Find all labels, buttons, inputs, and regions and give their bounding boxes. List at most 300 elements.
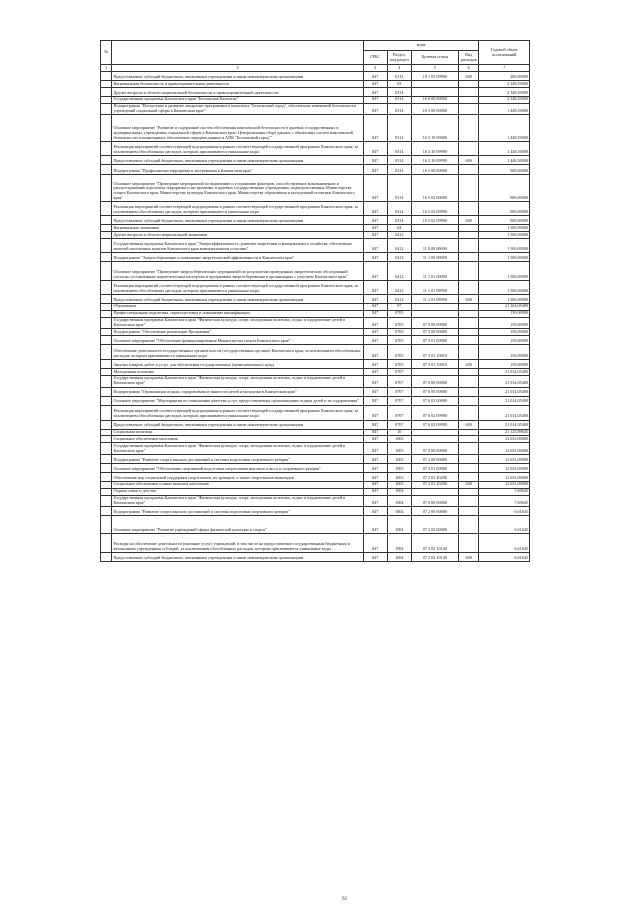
rzpr-cell: 1003 xyxy=(387,463,411,472)
csr-cell xyxy=(411,303,458,310)
sum-cell: 6,61645 xyxy=(479,534,530,553)
rzpr-cell: 0705 xyxy=(387,310,411,317)
grbs-cell: 847 xyxy=(363,175,387,202)
sum-cell: 7,69645 xyxy=(479,495,530,507)
vr-cell xyxy=(458,280,479,294)
sum-cell: 12 633,00000 xyxy=(479,454,530,463)
csr-cell: 07 0 00 00000 xyxy=(411,495,458,507)
table-row xyxy=(101,232,530,239)
csr-cell: 07 3 01 10010 xyxy=(411,345,458,360)
grbs-cell: 847 xyxy=(363,472,387,481)
table-row xyxy=(101,534,530,553)
num-cell xyxy=(101,396,112,405)
num-cell xyxy=(101,495,112,507)
num-cell xyxy=(101,165,112,175)
csr-cell: 16 3 10 09990 xyxy=(411,156,458,165)
vr-cell xyxy=(458,387,479,396)
table-row xyxy=(101,420,530,429)
csr-cell: 07 2 00 00000 xyxy=(411,454,458,463)
rzpr-cell: 0412 xyxy=(387,294,411,303)
grbs-cell: 847 xyxy=(363,280,387,294)
name-cell: Подпрограмма "Энергосбережение и повышение энергетической эффективности в Камчатском крае" xyxy=(112,252,363,261)
grbs-cell: 847 xyxy=(363,72,387,81)
rzpr-cell: 1003 xyxy=(387,481,411,488)
page-number: 92 xyxy=(342,897,347,902)
sum-cell: 6,61645 xyxy=(479,516,530,534)
rzpr-cell: 1004 xyxy=(387,488,411,495)
vr-cell: 600 xyxy=(458,553,479,562)
name-cell: Социальное обеспечение и иные выплаты населению xyxy=(112,481,363,488)
sum-cell: 21 014,05400 xyxy=(479,396,530,405)
vr-cell xyxy=(458,472,479,481)
table-row xyxy=(101,507,530,516)
budget-table xyxy=(100,40,530,562)
num-cell xyxy=(101,463,112,472)
grbs-cell: 847 xyxy=(363,429,387,436)
sum-cell: 21 014,05400 xyxy=(479,369,530,376)
grbs-cell: 847 xyxy=(363,261,387,280)
header-name xyxy=(112,41,363,65)
csr-cell: 07 3 01 00000 xyxy=(411,336,458,345)
csr-cell: 07 0 00 00000 xyxy=(411,443,458,455)
grbs-cell: 847 xyxy=(363,534,387,553)
grbs-cell: 847 xyxy=(363,81,387,88)
csr-cell: 19 1 03 09990 xyxy=(411,72,458,81)
vr-cell xyxy=(458,238,479,252)
grbs-cell: 847 xyxy=(363,336,387,345)
table-row xyxy=(101,238,530,252)
csr-cell: 16 5 00 00000 xyxy=(411,165,458,175)
num-cell xyxy=(101,454,112,463)
grbs-cell: 847 xyxy=(363,405,387,420)
rzpr-cell: 0113 xyxy=(387,72,411,81)
table-row xyxy=(101,202,530,216)
rzpr-cell: 0705 xyxy=(387,360,411,369)
table-row xyxy=(101,488,530,495)
csr-cell: 16 0 00 00000 xyxy=(411,96,458,103)
grbs-cell: 847 xyxy=(363,216,387,225)
csr-cell xyxy=(411,369,458,376)
csr-cell: 07 6 02 09990 xyxy=(411,405,458,420)
rzpr-cell: 0707 xyxy=(387,420,411,429)
num-cell xyxy=(101,345,112,360)
vr-cell: 600 xyxy=(458,216,479,225)
sum-cell: 12 633,00000 xyxy=(479,443,530,455)
table-row xyxy=(101,336,530,345)
sum-cell: 150,00000 xyxy=(479,310,530,317)
num-cell xyxy=(101,252,112,261)
rzpr-cell: 0412 xyxy=(387,261,411,280)
rzpr-cell: 1003 xyxy=(387,443,411,455)
csr-cell: 07 2 01 20290 xyxy=(411,481,458,488)
num-cell xyxy=(101,481,112,488)
grbs-cell: 847 xyxy=(363,238,387,252)
index-cell: 5 xyxy=(411,65,458,72)
vr-cell xyxy=(458,175,479,202)
num-cell xyxy=(101,280,112,294)
name-cell: Предоставление субсидий бюджетным, автономным учреждениям и иным некоммерческим организациям xyxy=(112,216,363,225)
name-cell: Другие вопросы в области национальной экономики xyxy=(112,232,363,239)
sum-cell: 21 014,05400 xyxy=(479,405,530,420)
table-row xyxy=(101,294,530,303)
vr-cell xyxy=(458,81,479,88)
sum-cell: 1 500,00000 xyxy=(479,294,530,303)
grbs-cell: 847 xyxy=(363,329,387,336)
table-row xyxy=(101,261,530,280)
name-cell: Основное мероприятие "Проведение энергосберегающих мероприятий по результатам проведенных энергетических обследований согласно составленным энергетическим паспортам и программам энергосбережения в организациях с участием Камчатского края" xyxy=(112,261,363,280)
grbs-cell: 847 xyxy=(363,303,387,310)
rzpr-cell: 0707 xyxy=(387,369,411,376)
rzpr-cell: 0314 xyxy=(387,175,411,202)
num-cell xyxy=(101,360,112,369)
vr-cell xyxy=(458,261,479,280)
vr-cell xyxy=(458,488,479,495)
name-cell: Социальная политика xyxy=(112,429,363,436)
vr-cell xyxy=(458,345,479,360)
num-cell xyxy=(101,87,112,96)
table-row xyxy=(101,405,530,420)
table-row xyxy=(101,165,530,175)
rzpr-cell: 0314 xyxy=(387,103,411,115)
num-cell xyxy=(101,507,112,516)
vr-cell xyxy=(458,232,479,239)
vr-cell xyxy=(458,454,479,463)
vr-cell xyxy=(458,336,479,345)
index-cell: 3 xyxy=(363,65,387,72)
sum-cell: 6,61645 xyxy=(479,507,530,516)
sum-cell: 2 348,50000 xyxy=(479,96,530,103)
table-row xyxy=(101,481,530,488)
table-row xyxy=(101,280,530,294)
grbs-cell: 847 xyxy=(363,96,387,103)
table-row xyxy=(101,436,530,443)
index-cell: 1 xyxy=(101,65,112,72)
vr-cell xyxy=(458,436,479,443)
rzpr-cell: 07 xyxy=(387,303,411,310)
vr-cell xyxy=(458,495,479,507)
grbs-cell: 847 xyxy=(363,488,387,495)
sum-cell: 1 500,00000 xyxy=(479,232,530,239)
sum-cell: 12 633,00000 xyxy=(479,436,530,443)
rzpr-cell: 0314 xyxy=(387,115,411,142)
sum-cell: 1 448,50000 xyxy=(479,103,530,115)
csr-cell: 07 2 02 10140 xyxy=(411,553,458,562)
vr-cell xyxy=(458,252,479,261)
name-cell: Подпрограмма "Развитие спорта высших достижений и системы подготовки спортивного резерва" xyxy=(112,507,363,516)
index-cell: 2 xyxy=(112,65,363,72)
grbs-cell: 847 xyxy=(363,420,387,429)
vr-cell xyxy=(458,165,479,175)
rzpr-cell: 0314 xyxy=(387,87,411,96)
sum-cell: 21 014,05400 xyxy=(479,387,530,396)
table-row xyxy=(101,252,530,261)
name-cell: Социальное обеспечение населения xyxy=(112,436,363,443)
num-cell xyxy=(101,72,112,81)
grbs-cell: 847 xyxy=(363,345,387,360)
table-row xyxy=(101,225,530,232)
vr-cell: 600 xyxy=(458,72,479,81)
rzpr-cell: 1004 xyxy=(387,534,411,553)
num-cell xyxy=(101,317,112,329)
num-cell xyxy=(101,429,112,436)
grbs-cell: 847 xyxy=(363,481,387,488)
sum-cell: 1 448,50000 xyxy=(479,115,530,142)
rzpr-cell: 1004 xyxy=(387,495,411,507)
sum-cell: 150,00000 xyxy=(479,360,530,369)
sum-cell: 1 500,00000 xyxy=(479,225,530,232)
num-cell xyxy=(101,96,112,103)
vr-cell xyxy=(458,329,479,336)
sum-cell: 900,00000 xyxy=(479,202,530,216)
vr-cell xyxy=(458,405,479,420)
name-cell: Государственная программа Камчатского края "Физическая культура, спорт, молодежная политика, отдых и оздоровление детей в Камчатском крае" xyxy=(112,375,363,387)
grbs-cell: 847 xyxy=(363,495,387,507)
table-row xyxy=(101,345,530,360)
rzpr-cell: 0705 xyxy=(387,336,411,345)
num-cell xyxy=(101,202,112,216)
grbs-cell: 847 xyxy=(363,202,387,216)
table-row xyxy=(101,310,530,317)
num-cell xyxy=(101,420,112,429)
sum-cell: 12 633,00000 xyxy=(479,481,530,488)
csr-cell: 11 1 00 00000 xyxy=(411,252,458,261)
table-row xyxy=(101,472,530,481)
grbs-cell: 847 xyxy=(363,225,387,232)
header-grbs: ГРБС xyxy=(363,51,387,65)
sum-cell: 150,00000 xyxy=(479,336,530,345)
vr-cell xyxy=(458,103,479,115)
rzpr-cell: 1003 xyxy=(387,454,411,463)
sum-cell: 21 125,89645 xyxy=(479,429,530,436)
num-cell xyxy=(101,405,112,420)
csr-cell: 07 0 00 00000 xyxy=(411,375,458,387)
sum-cell: 6,61645 xyxy=(479,553,530,562)
rzpr-cell: 0705 xyxy=(387,345,411,360)
csr-cell: 11 1 01 09990 xyxy=(411,280,458,294)
rzpr-cell: 1003 xyxy=(387,436,411,443)
table-row xyxy=(101,387,530,396)
vr-cell xyxy=(458,317,479,329)
grbs-cell: 847 xyxy=(363,387,387,396)
vr-cell xyxy=(458,375,479,387)
name-cell: Подпрограмма "Развитие спорта высших достижений и системы подготовки спортивного резерва" xyxy=(112,454,363,463)
name-cell: Основное мероприятие "Развитие учреждений сферы физической культуры и спорта" xyxy=(112,516,363,534)
rzpr-cell: 0412 xyxy=(387,232,411,239)
table-row xyxy=(101,429,530,436)
grbs-cell: 847 xyxy=(363,165,387,175)
name-cell: Основное мероприятие "Мероприятия по повышению качества услуг, предоставляемых организациями отдыха детей и их оздоровления" xyxy=(112,396,363,405)
rzpr-cell: 0314 xyxy=(387,142,411,156)
csr-cell: 07 3 01 10010 xyxy=(411,360,458,369)
grbs-cell: 847 xyxy=(363,463,387,472)
rzpr-cell: 0314 xyxy=(387,216,411,225)
vr-cell: 600 xyxy=(458,156,479,165)
sum-cell: 280,00000 xyxy=(479,72,530,81)
vr-cell xyxy=(458,396,479,405)
name-cell: Обеспечение мер социальной поддержки спортсменов, их тренеров, а также спортсменов-инвалидов xyxy=(112,472,363,481)
name-cell: Государственная программа Камчатского края "Физическая культура, спорт, молодежная политика, отдых и оздоровление детей в Камчатском крае" xyxy=(112,317,363,329)
rzpr-cell: 0412 xyxy=(387,252,411,261)
sum-cell: 900,00000 xyxy=(479,216,530,225)
csr-cell xyxy=(411,429,458,436)
sum-cell: 900,00000 xyxy=(479,175,530,202)
name-cell: Другие вопросы в области национальной безопасности и правоохранительной деятельности xyxy=(112,87,363,96)
csr-cell: 07 3 00 00000 xyxy=(411,329,458,336)
header-csr: Целевая статья xyxy=(411,51,458,65)
table-row xyxy=(101,495,530,507)
csr-cell: 07 0 00 00000 xyxy=(411,317,458,329)
csr-cell: 07 6 02 00000 xyxy=(411,396,458,405)
grbs-cell: 847 xyxy=(363,375,387,387)
name-cell: Реализация мероприятий соответствующей подпрограммы в рамках соответствующей государственной программы Камчатского края, за исключением обособленных расходов, которым присваиваются уникальные коды xyxy=(112,202,363,216)
table-row xyxy=(101,317,530,329)
csr-cell xyxy=(411,232,458,239)
grbs-cell: 847 xyxy=(363,103,387,115)
num-cell xyxy=(101,225,112,232)
grbs-cell: 847 xyxy=(363,396,387,405)
num-cell xyxy=(101,336,112,345)
num-cell xyxy=(101,81,112,88)
sum-cell: 21 014,05400 xyxy=(479,375,530,387)
rzpr-cell: 0412 xyxy=(387,238,411,252)
index-cell: 7 xyxy=(479,65,530,72)
grbs-cell: 847 xyxy=(363,507,387,516)
name-cell: Основное мероприятие "Проведение мероприятий по выявлению и устранению факторов, способствующих возникновению и распространению идеологии терроризма и экстремизма, в краевых государственных учреждениях, подведомственных Министерству спорта Камчатского края, Министерству культуры Камчатского края, Министерству образования и молодежной политики Камчатского края" xyxy=(112,175,363,202)
name-cell: Предоставление субсидий бюджетным, автономным учреждениям и иным некоммерческим организациям xyxy=(112,294,363,303)
header-vr: Вид расходов xyxy=(458,51,479,65)
csr-cell xyxy=(411,87,458,96)
csr-cell: 07 6 00 00000 xyxy=(411,387,458,396)
num-cell xyxy=(101,436,112,443)
table-row xyxy=(101,87,530,96)
csr-cell: 07 2 00 00000 xyxy=(411,507,458,516)
name-cell: Предоставление субсидий бюджетным, автономным учреждениям и иным некоммерческим организациям xyxy=(112,72,363,81)
rzpr-cell: 0705 xyxy=(387,329,411,336)
grbs-cell: 847 xyxy=(363,436,387,443)
table-row xyxy=(101,303,530,310)
grbs-cell: 847 xyxy=(363,369,387,376)
rzpr-cell: 0707 xyxy=(387,387,411,396)
vr-cell xyxy=(458,463,479,472)
num-cell xyxy=(101,488,112,495)
grbs-cell: 847 xyxy=(363,317,387,329)
header-rzpr: Раздел, под-раздел xyxy=(387,51,411,65)
table-row xyxy=(101,369,530,376)
table-row xyxy=(101,96,530,103)
csr-cell xyxy=(411,310,458,317)
vr-cell xyxy=(458,87,479,96)
rzpr-cell: 0707 xyxy=(387,396,411,405)
rzpr-cell: 0314 xyxy=(387,156,411,165)
csr-cell xyxy=(411,225,458,232)
grbs-cell: 847 xyxy=(363,310,387,317)
sum-cell: 150,00000 xyxy=(479,329,530,336)
csr-cell: 11 1 01 09990 xyxy=(411,294,458,303)
num-cell xyxy=(101,232,112,239)
index-cell: 4 xyxy=(387,65,411,72)
table-row xyxy=(101,72,530,81)
num-cell xyxy=(101,294,112,303)
csr-cell: 16 3 00 00000 xyxy=(411,103,458,115)
csr-cell: 16 3 10 09990 xyxy=(411,142,458,156)
name-cell: Основное мероприятие "Обеспечение функционирования Министерства спорта Камчатского края" xyxy=(112,336,363,345)
name-cell: Основное мероприятие "Обеспечение спортивной подготовки спортсменов высокого класса и спортивного резерва" xyxy=(112,463,363,472)
vr-cell xyxy=(458,202,479,216)
rzpr-cell: 1004 xyxy=(387,553,411,562)
vr-cell: 300 xyxy=(458,481,479,488)
vr-cell xyxy=(458,507,479,516)
num-cell xyxy=(101,142,112,156)
rzpr-cell: 0707 xyxy=(387,405,411,420)
csr-cell: 07 2 01 20290 xyxy=(411,472,458,481)
table-row xyxy=(101,396,530,405)
table-row xyxy=(101,360,530,369)
csr-cell xyxy=(411,488,458,495)
csr-cell: 16 5 02 09990 xyxy=(411,202,458,216)
vr-cell xyxy=(458,429,479,436)
vr-cell xyxy=(458,369,479,376)
num-cell xyxy=(101,175,112,202)
rzpr-cell: 10 xyxy=(387,429,411,436)
name-cell: Подпрограмма "Организация отдыха, оздоровления и занятости детей и молодежи в Камчатском крае" xyxy=(112,387,363,396)
name-cell: Образование xyxy=(112,303,363,310)
grbs-cell: 847 xyxy=(363,294,387,303)
sum-cell: 1 500,00000 xyxy=(479,252,530,261)
grbs-cell: 847 xyxy=(363,454,387,463)
name-cell: Охрана семьи и детства xyxy=(112,488,363,495)
vr-cell xyxy=(458,96,479,103)
sum-cell: 12 633,00000 xyxy=(479,463,530,472)
table-row xyxy=(101,156,530,165)
sum-cell: 900,00000 xyxy=(479,165,530,175)
sum-cell: 1 500,00000 xyxy=(479,261,530,280)
table-row xyxy=(101,329,530,336)
table-row xyxy=(101,516,530,534)
sum-cell: 21 164,05400 xyxy=(479,303,530,310)
vr-cell xyxy=(458,115,479,142)
name-cell: Государственная программа Камчатского края "Физическая культура, спорт, молодежная политика, отдых и оздоровление детей в Камчатском крае" xyxy=(112,495,363,507)
rzpr-cell: 0705 xyxy=(387,317,411,329)
sum-cell: 2 348,50000 xyxy=(479,87,530,96)
sum-cell: 150,00000 xyxy=(479,317,530,329)
num-cell xyxy=(101,261,112,280)
rzpr-cell: 1003 xyxy=(387,472,411,481)
sum-cell: 1 500,00000 xyxy=(479,238,530,252)
grbs-cell: 847 xyxy=(363,115,387,142)
rzpr-cell: 0707 xyxy=(387,375,411,387)
vr-cell xyxy=(458,303,479,310)
sum-cell: 1 500,00000 xyxy=(479,280,530,294)
rzpr-cell: 0314 xyxy=(387,165,411,175)
grbs-cell: 847 xyxy=(363,87,387,96)
header-codes: коды xyxy=(363,41,479,51)
sum-cell: 150,00000 xyxy=(479,345,530,360)
num-cell xyxy=(101,443,112,455)
rzpr-cell: 0412 xyxy=(387,280,411,294)
table-row xyxy=(101,216,530,225)
table-row xyxy=(101,454,530,463)
num-cell xyxy=(101,329,112,336)
sum-cell: 7,69645 xyxy=(479,488,530,495)
num-cell xyxy=(101,216,112,225)
table-row xyxy=(101,375,530,387)
name-cell: Реализация мероприятий соответствующей подпрограммы в рамках соответствующей государственной программы Камчатского края, за исключением обособленных расходов, которым присваиваются уникальные коды xyxy=(112,280,363,294)
index-cell: 6 xyxy=(458,65,479,72)
csr-cell: 07 2 02 00000 xyxy=(411,516,458,534)
rzpr-cell: 0314 xyxy=(387,202,411,216)
grbs-cell: 847 xyxy=(363,443,387,455)
name-cell: Подпрограмма "Построение и развитие аппаратно-программного комплекса "Безопасный город", обеспечение изменений безопасности учреждений социальной сферы в Камчатском крае" xyxy=(112,103,363,115)
